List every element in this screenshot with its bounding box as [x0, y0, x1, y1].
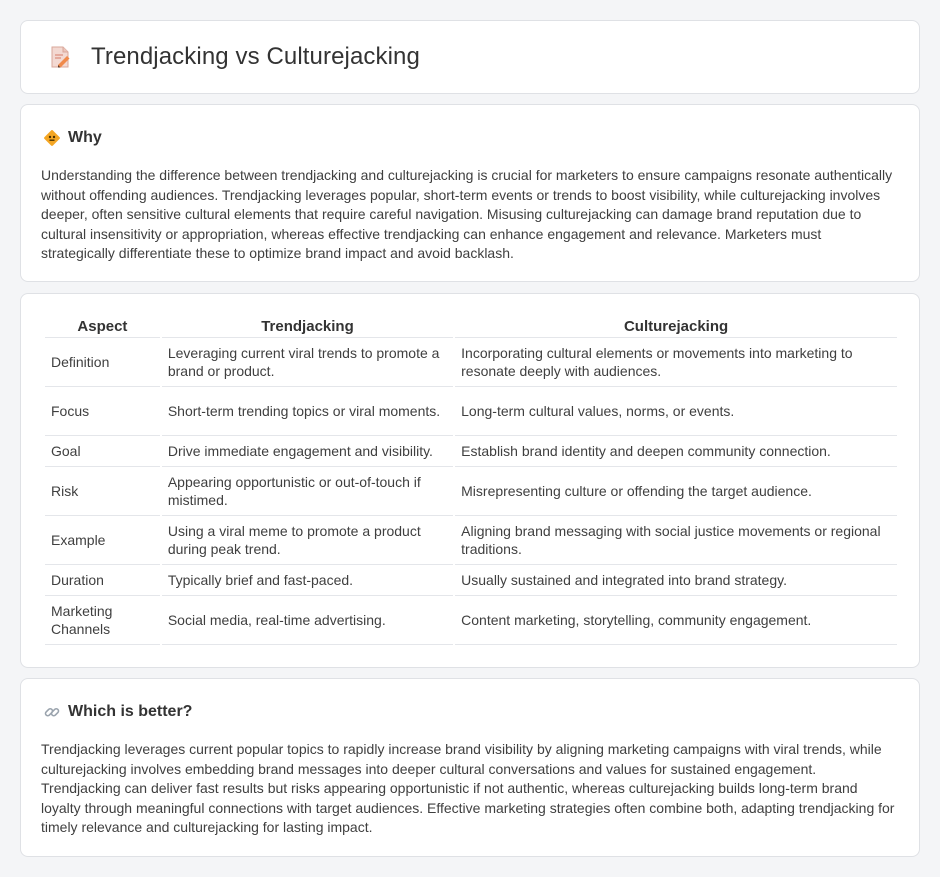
table-row	[45, 436, 897, 467]
comparison-section	[20, 293, 920, 668]
column-header-aspect: Aspect	[45, 316, 160, 338]
cell-aspect: Example	[45, 516, 160, 565]
cell-aspect: Focus	[45, 387, 160, 436]
cell-trendjacking: Appearing opportunistic or out-of-touch if mistimed.	[162, 467, 453, 516]
table-row	[45, 338, 897, 387]
comparison-table	[43, 316, 899, 645]
cell-aspect: Marketing Channels	[45, 596, 160, 645]
cell-aspect: Definition	[45, 338, 160, 387]
warning-sign-icon	[43, 129, 61, 147]
cell-aspect: Duration	[45, 565, 160, 596]
cell-trendjacking: Using a viral meme to promote a product during peak trend.	[162, 516, 453, 565]
which-is-better-heading: Which is better?	[68, 703, 193, 720]
table-header-row	[45, 316, 897, 338]
table-row	[45, 516, 897, 565]
cell-culturejacking: Incorporating cultural elements or movements into marketing to resonate deeply with audiences.	[455, 338, 897, 387]
page-title: Trendjacking vs Culturejacking	[91, 43, 420, 70]
why-paragraph: Understanding the difference between trendjacking and culturejacking is crucial for marketers to ensure campaigns resonate authentically without offending audiences. Trendjacking leverages popular, short-term events or trends to boost visibility, while culturejacking involves deeper, often sensitive cultural elements that require careful navigation. Misusing culturejacking can damage brand reputation due to cultural insensitivity or appropriation, whereas effective trendjacking can enhance engagement and relevance. Marketers must strategically differentiate these to optimize brand impact and avoid backlash.	[41, 167, 893, 261]
table-row	[45, 565, 897, 596]
why-section	[20, 104, 920, 282]
cell-culturejacking: Misrepresenting culture or offending the target audience.	[455, 467, 897, 516]
table-row	[45, 387, 897, 436]
which-is-better-paragraph: Trendjacking leverages current popular topics to rapidly increase brand visibility by aligning marketing campaigns with viral trends, while culturejacking involves embedding brand messages into deeper cultural conversations and values for sustained engagement. Trendjacking can deliver fast results but risks appearing opportunistic if not authentic, whereas culturejacking builds long-term brand loyalty through meaningful connections with target audiences. Effective marketing strategies often combine both, adapting trendjacking for timely relevance and culturejacking for lasting impact.	[41, 741, 895, 835]
cell-trendjacking: Short-term trending topics or viral moments.	[162, 387, 453, 436]
cell-culturejacking: Long-term cultural values, norms, or events.	[455, 387, 897, 436]
cell-culturejacking: Usually sustained and integrated into brand strategy.	[455, 565, 897, 596]
cell-aspect: Goal	[45, 436, 160, 467]
cell-culturejacking: Establish brand identity and deepen community connection.	[455, 436, 897, 467]
table-row	[45, 467, 897, 516]
cell-trendjacking: Drive immediate engagement and visibility.	[162, 436, 453, 467]
cell-culturejacking: Content marketing, storytelling, community engagement.	[455, 596, 897, 645]
which-is-better-section	[20, 678, 920, 857]
column-header-trendjacking: Trendjacking	[162, 316, 453, 338]
cell-aspect: Risk	[45, 467, 160, 516]
why-heading: Why	[68, 129, 102, 146]
table-row	[45, 596, 897, 645]
title-card	[20, 20, 920, 94]
cell-trendjacking: Typically brief and fast-paced.	[162, 565, 453, 596]
cell-culturejacking: Aligning brand messaging with social justice movements or regional traditions.	[455, 516, 897, 565]
cell-trendjacking: Leveraging current viral trends to promote a brand or product.	[162, 338, 453, 387]
link-icon	[43, 703, 61, 721]
column-header-culturejacking: Culturejacking	[455, 316, 897, 338]
cell-trendjacking: Social media, real-time advertising.	[162, 596, 453, 645]
document-pencil-icon	[47, 44, 73, 70]
